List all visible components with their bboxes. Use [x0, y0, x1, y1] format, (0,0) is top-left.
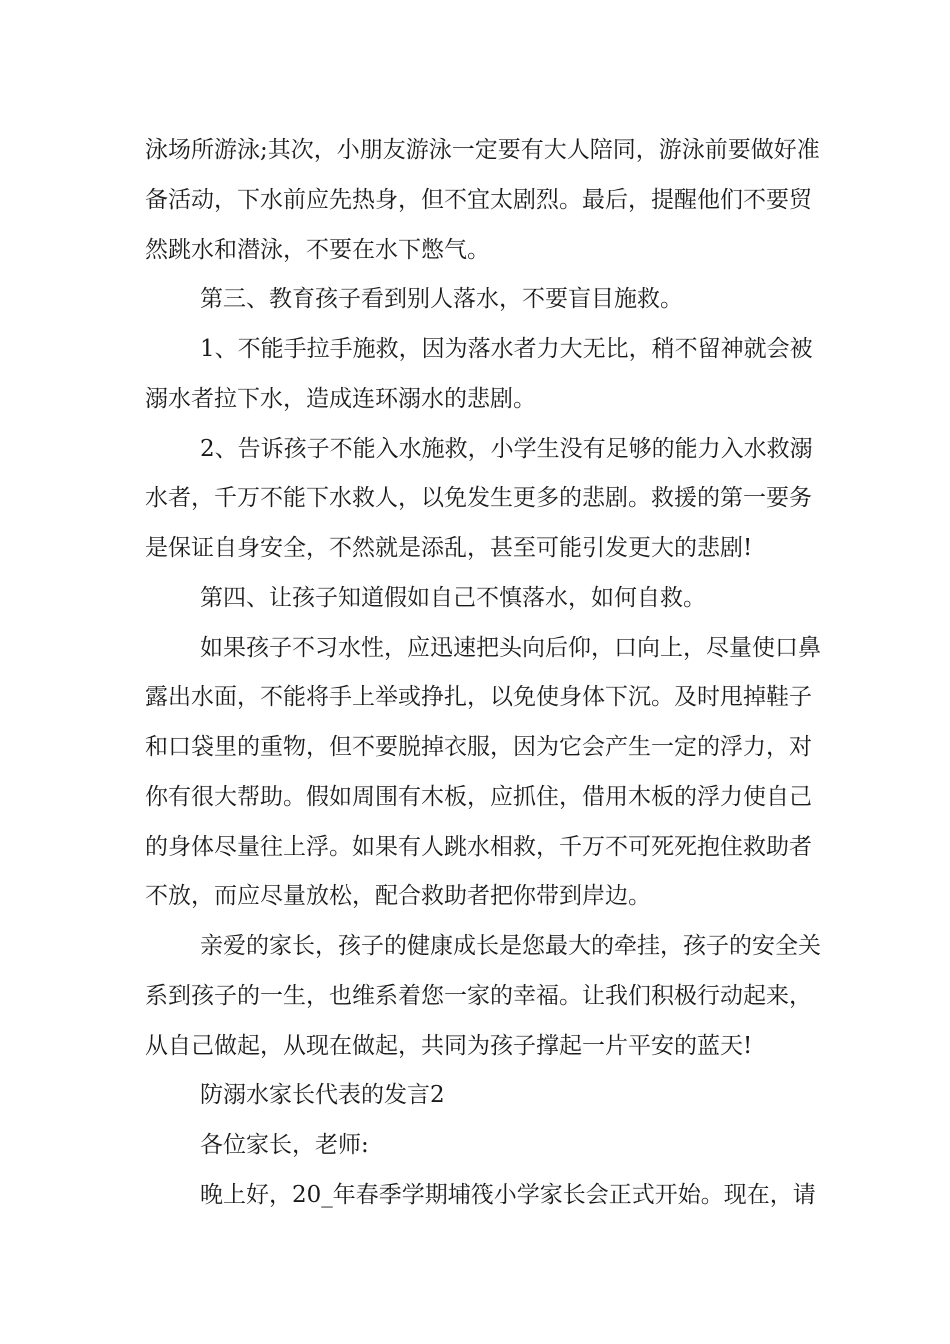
text-line: 你有很大帮助。假如周围有木板，应抓住，借用木板的浮力使自己 — [145, 784, 812, 810]
text-line: 1、不能手拉手施救，因为落水者力大无比，稍不留神就会被 — [200, 336, 813, 362]
text-line: 溺水者拉下水，造成连环溺水的悲剧。 — [145, 386, 536, 412]
text-line: 如果孩子不习水性，应迅速把头向后仰，口向上，尽量使口鼻 — [200, 635, 821, 661]
section-heading: 第四、让孩子知道假如自己不慎落水，如何自救。 — [200, 585, 706, 611]
text-line: 然跳水和潜泳，不要在水下憋气。 — [145, 237, 490, 263]
text-line: 晚上好，20_年春季学期埔筏小学家长会正式开始。现在，请 — [200, 1182, 816, 1208]
text-line: 备活动，下水前应先热身，但不宜太剧烈。最后，提醒他们不要贸 — [145, 187, 812, 213]
salutation: 各位家长，老师: — [200, 1132, 369, 1158]
text-line: 亲爱的家长，孩子的健康成长是您最大的牵挂，孩子的安全关 — [200, 933, 821, 959]
document-subtitle: 防溺水家长代表的发言2 — [200, 1082, 445, 1108]
text-line: 和口袋里的重物，但不要脱掉衣服，因为它会产生一定的浮力，对 — [145, 734, 812, 760]
text-line: 系到孩子的一生，也维系着您一家的幸福。让我们积极行动起来， — [145, 983, 812, 1009]
text-line: 2、告诉孩子不能入水施救，小学生没有足够的能力入水救溺 — [200, 436, 813, 462]
text-line: 是保证自身安全，不然就是添乱，甚至可能引发更大的悲剧! — [145, 535, 753, 561]
text-line: 泳场所游泳;其次，小朋友游泳一定要有大人陪同，游泳前要做好准 — [145, 137, 820, 163]
text-line: 从自己做起，从现在做起，共同为孩子撑起一片平安的蓝天! — [145, 1033, 753, 1059]
text-line: 的身体尽量往上浮。如果有人跳水相救，千万不可死死抱住救助者 — [145, 834, 812, 860]
section-heading: 第三、教育孩子看到别人落水，不要盲目施救。 — [200, 286, 683, 312]
text-line: 水者，千万不能下水救人，以免发生更多的悲剧。救援的第一要务 — [145, 485, 812, 511]
text-line: 露出水面，不能将手上举或挣扎，以免使身体下沉。及时甩掉鞋子 — [145, 684, 812, 710]
text-line: 不放，而应尽量放松，配合救助者把你带到岸边。 — [145, 883, 651, 909]
